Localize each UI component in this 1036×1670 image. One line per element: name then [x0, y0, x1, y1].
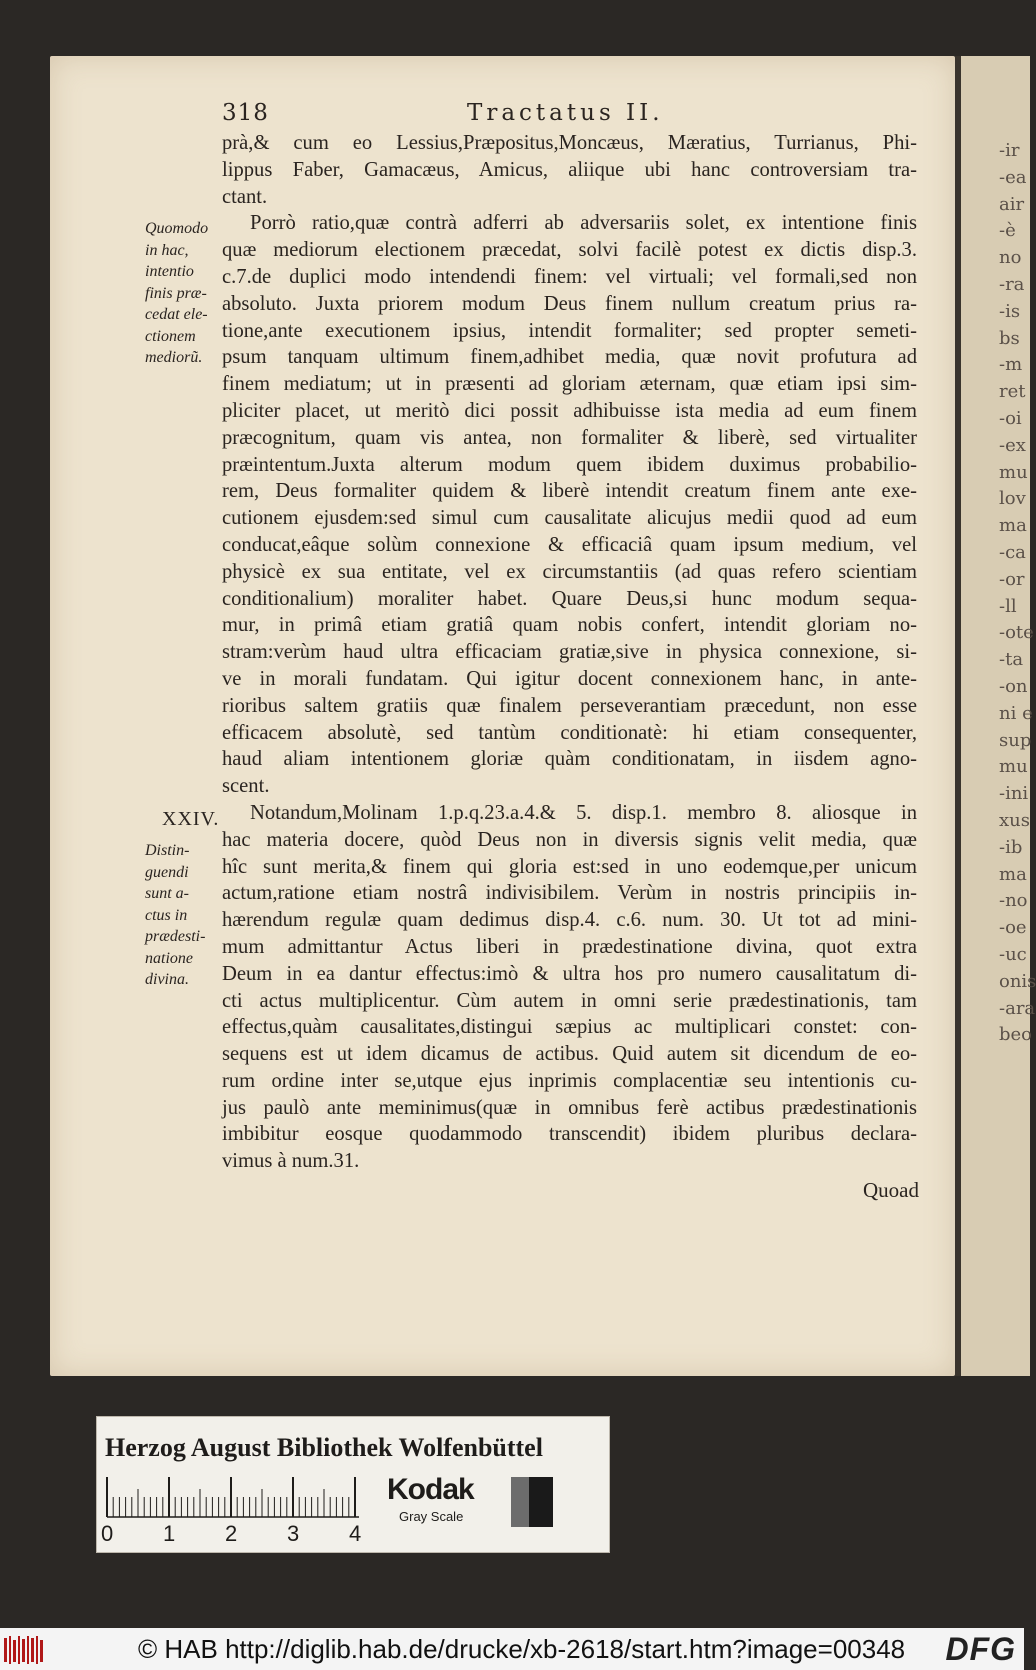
facing-page-fragment: -m — [999, 354, 1023, 376]
paragraph-porro — [222, 210, 917, 800]
text-line: lippus Faber, Gamacæus, Amicus, aliique ubi hanc controversiam tra- — [222, 158, 917, 181]
text-line: cutionem ejusdem:sed simul cum causalitate alicujus medii quod ad eum — [222, 507, 917, 530]
facing-page-fragment: -ll — [999, 595, 1017, 617]
footer-bar — [0, 1628, 1024, 1670]
kodak-logo: Kodak — [387, 1473, 474, 1506]
facing-page-fragment: -or — [999, 568, 1025, 590]
margin-note-line: mediorũ. — [145, 349, 203, 366]
facing-page-fragment: -ote — [999, 622, 1034, 644]
facing-page-fragment: bs — [999, 327, 1020, 349]
facing-page-fragment: -ib — [999, 836, 1023, 858]
color-calibration-card — [96, 1416, 610, 1553]
margin-note-line: divina. — [145, 971, 189, 988]
ruler-scale — [107, 1477, 369, 1521]
margin-note-line: Distin- — [145, 842, 190, 859]
ruler-number: 2 — [225, 1521, 238, 1546]
text-line: stram:verùm haud ultra efficaciam gratiæ,sive in physica connexione, si- — [222, 641, 917, 664]
margin-note-line: ctus in — [145, 906, 188, 924]
facing-page-fragment: ret — [999, 381, 1026, 403]
text-line: quæ mediorum electionem præcedat, solvi facilè potest ex dictis disp.3. — [222, 239, 917, 262]
catchword: Quoad — [863, 1178, 919, 1202]
text-line: conducat,eâque solùm connexione & efficaciâ quam ipsum medium, vel — [222, 533, 917, 556]
text-line: præcognitum, quam vis antea, non formaliter & liberè, sed virtualiter — [222, 426, 917, 449]
section-number: XXIV. — [162, 808, 220, 830]
text-line: conditionalium) moraliter habet. Quare Deus,si hunc modum sequa- — [222, 587, 917, 610]
text-line: hac materia docere, quòd Deus non in diversis signis velit media, quæ — [222, 828, 917, 851]
text-line: rum ordine inter se,utque ejus inprimis complacentiæ seu intentionis cu- — [222, 1069, 917, 1092]
paragraph-continuation — [222, 130, 917, 210]
facing-page-fragment: mu — [999, 461, 1028, 483]
text-line: imbibitur eosque quodammodo transcendit) ibidem pluribus declara- — [222, 1123, 917, 1146]
text-line: ve in morali fundatam. Qui igitur docent connexionem hanc, in ante- — [222, 667, 917, 690]
margin-note-distinguendi — [145, 840, 221, 991]
text-line: Notandum,Molinam 1.p.q.23.a.4.& 5. disp.1. membro 8. aliosque in — [250, 801, 917, 824]
margin-note-line: finis præ- — [145, 284, 207, 302]
margin-note-line: cedat ele- — [145, 306, 208, 323]
margin-note-quomodo — [145, 218, 221, 369]
ruler-number: 1 — [163, 1521, 176, 1546]
facing-page-fragment: -ini — [999, 783, 1029, 805]
copyright-url[interactable]: © HAB http://diglib.hab.de/drucke/xb-2618/start.htm?image=00348 — [138, 1634, 906, 1664]
text-line: hærendum regulæ quam dedimus disp.4. c.6. num. 30. Ut tot ad mini- — [222, 909, 917, 932]
ruler-number: 0 — [101, 1521, 114, 1546]
text-line: c.7.de duplici modo intendendi finem: vel virtuali; vel formali,sed non — [222, 265, 917, 288]
text-line: cti actus multiplicentur. Cùm autem in omni serie prædestinationis, tam — [222, 989, 917, 1012]
library-name: Herzog August Bibliothek Wolfenbüttel — [105, 1433, 543, 1462]
text-line: effectus,quàm causalitates,distingui sæpius ac multiplicari constet: con- — [222, 1016, 917, 1039]
facing-page-fragment: -no — [999, 890, 1028, 912]
text-line: sequens est ut idem dicamus de actibus. Quid autem sit dicendum de eo- — [222, 1043, 917, 1066]
gray-scale-label: Gray Scale — [399, 1509, 464, 1524]
facing-page-edge — [955, 56, 1036, 1376]
facing-page-fragment: -ca — [999, 542, 1026, 563]
text-line: mum admittantur Actus liberi in prædestinatione divina, quot extra — [222, 935, 917, 958]
text-line: mur, in primâ etiam gratiâ quam nobis confert, intendit gloriam no- — [222, 614, 917, 637]
facing-page-fragment: -ra — [999, 274, 1025, 295]
facing-page-fragment: no — [999, 247, 1022, 269]
facing-page-fragment: -oe — [999, 917, 1027, 939]
running-title: Tractatus II. — [467, 100, 664, 126]
facing-page-fragment: ma — [999, 863, 1027, 885]
facing-page-fragment: -uc — [999, 944, 1027, 965]
facing-page-fragment: xus — [999, 810, 1030, 831]
paragraph-notandum — [222, 800, 917, 1175]
facing-page-fragment: beo — [999, 1024, 1033, 1046]
text-line: psum tanquam ultimum finem,adhibet media, quæ novit profutura ad — [222, 346, 917, 369]
text-line: rem, Deus formaliter quidem & liberè intendit creatum finem ante exe- — [222, 480, 917, 503]
ruler-number: 3 — [287, 1521, 300, 1546]
facing-page-fragment: sup — [999, 729, 1032, 751]
dfg-logo: DFG — [945, 1631, 1016, 1667]
margin-note-line: ctionem — [145, 327, 196, 345]
text-line: ctant. — [222, 185, 268, 208]
text-line: finem mediatum; ut in præsenti ad gloriam æternam, quæ etiam ipsi sim- — [222, 373, 917, 396]
margin-note-line: intentio — [145, 263, 194, 280]
text-line: jus paulò ante meminimus(quæ in omnibus ferè actibus prædestinationis — [222, 1096, 917, 1119]
margin-note-line: guendi — [145, 863, 189, 881]
ruler-number: 4 — [349, 1521, 362, 1546]
text-line: præintentum.Juxta alterum modum quem ibidem duximus probabilio- — [222, 453, 917, 476]
text-line: vimus à num.31. — [222, 1150, 360, 1173]
margin-note-line: in hac, — [145, 241, 189, 259]
margin-note-line: Quomodo — [145, 220, 209, 237]
text-line: absoluto. Juxta priorem modum Deus finem nullum creatum prius ra- — [222, 292, 917, 315]
facing-page-fragment: onis — [999, 970, 1036, 992]
facing-page-fragment: -ara — [999, 997, 1036, 1019]
page-number: 318 — [222, 100, 269, 126]
text-line: haud aliam intentionem gloriæ quàm conditionatam, in iisdem agno- — [222, 748, 917, 771]
gray-swatch-mid — [511, 1477, 529, 1527]
margin-note-line: sunt a- — [145, 885, 189, 902]
facing-page-fragment: -oi — [999, 408, 1022, 429]
text-line: scent. — [222, 775, 270, 798]
text-line: prà,& cum eo Lessius,Præpositus,Moncæus, Mæratius, Turrianus, Phi- — [222, 132, 917, 154]
facing-page-fragment: -è — [999, 220, 1016, 242]
facing-page-fragment: ma — [999, 515, 1027, 537]
text-line: efficacem absolutè, sed tantùm conditionatè: hi etiam consequenter, — [222, 721, 917, 744]
text-line: actum,ratione etiam nostrâ indivisibilem. Verùm in nostris principiis in- — [222, 882, 917, 905]
text-line: hîc sunt merita,& finem qui gloria est:sed in uno eodemque,per unicum — [222, 855, 917, 878]
text-line: Porrò ratio,quæ contrà adferri ab adversariis solet, ex intentione finis — [250, 212, 917, 235]
main-text — [222, 130, 917, 1175]
text-line: Deum in ea dantur effectus:imò & ultra hos pro numero causalitatum di- — [222, 962, 917, 985]
facing-page-fragment: -ex — [999, 434, 1026, 456]
facing-page-fragment: -ta — [999, 649, 1024, 671]
facing-page-fragment: air — [999, 193, 1025, 215]
facing-page-fragment: -is — [999, 300, 1021, 322]
facing-page-fragment: -on — [999, 676, 1028, 697]
facing-page-fragment: -ea — [999, 166, 1027, 188]
text-line: tione,ante executionem ipsius, intendit formaliter; sed propter semeti- — [222, 319, 917, 342]
facing-page-fragment: lov — [999, 488, 1026, 510]
margin-note-line: prædesti- — [145, 928, 206, 945]
barcode-icon — [4, 1636, 46, 1664]
margin-note-line: natione — [145, 949, 193, 967]
facing-page-fragment: mu — [999, 756, 1028, 778]
facing-page-fragment: ni e — [999, 702, 1033, 724]
text-line: rioribus saltem gratiis quæ finalem perseverantiam præcedunt, non esse — [222, 694, 917, 717]
text-line: physicè ex sua entitate, vel ex circumstantiis (ad quas refero scientiam — [222, 560, 917, 583]
text-line: pliciter placet, ut meritò dici possit adhibuisse ista media ad eum finem — [222, 399, 917, 422]
facing-page-fragment: -ir — [999, 140, 1020, 161]
